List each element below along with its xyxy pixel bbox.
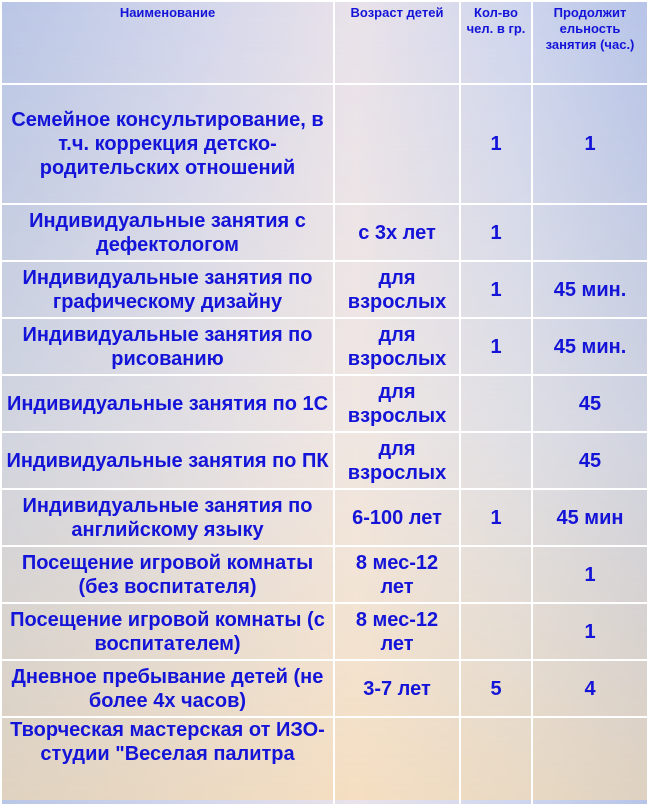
cell-duration xyxy=(532,717,647,805)
cell-age: для взрослых xyxy=(334,261,460,318)
cell-duration: 1 xyxy=(532,546,647,603)
cell-count xyxy=(460,432,532,489)
cell-count: 1 xyxy=(460,261,532,318)
cell-age xyxy=(334,84,460,204)
table-row xyxy=(1,318,647,375)
cell-duration: 4 xyxy=(532,660,647,717)
cell-age: для взрослых xyxy=(334,432,460,489)
cell-name: Посещение игровой комнаты (с воспитателем) xyxy=(1,603,334,660)
cell-age: 3-7 лет xyxy=(334,660,460,717)
table-row xyxy=(1,546,647,603)
cell-duration: 45 xyxy=(532,375,647,432)
cell-age: 8 мес-12 лет xyxy=(334,546,460,603)
table-row xyxy=(1,84,647,204)
cell-name: Дневное пребывание детей (не более 4х часов) xyxy=(1,660,334,717)
cell-count: 1 xyxy=(460,84,532,204)
cell-count: 1 xyxy=(460,318,532,375)
cell-count xyxy=(460,375,532,432)
cell-name: Индивидуальные занятия по рисованию xyxy=(1,318,334,375)
header-count: Кол-во чел. в гр. xyxy=(460,1,532,84)
table-header-row xyxy=(1,1,647,84)
cell-count: 1 xyxy=(460,204,532,261)
cell-name: Творческая мастерская от ИЗО-студии "Веселая палитра xyxy=(1,717,334,805)
cell-count xyxy=(460,717,532,805)
table-row xyxy=(1,204,647,261)
cell-duration: 1 xyxy=(532,603,647,660)
cell-count: 1 xyxy=(460,489,532,546)
cell-duration: 1 xyxy=(532,84,647,204)
cell-duration: 45 мин. xyxy=(532,318,647,375)
cell-name: Посещение игровой комнаты (без воспитателя) xyxy=(1,546,334,603)
cell-name: Индивидуальные занятия с дефектологом xyxy=(1,204,334,261)
header-age: Возраст детей xyxy=(334,1,460,84)
table-row xyxy=(1,603,647,660)
cell-duration: 45 мин xyxy=(532,489,647,546)
table-row xyxy=(1,432,647,489)
cell-name: Индивидуальные занятия по ПК xyxy=(1,432,334,489)
header-name: Наименование xyxy=(1,1,334,84)
cell-name: Индивидуальные занятия по 1С xyxy=(1,375,334,432)
table-row xyxy=(1,489,647,546)
cell-count: 5 xyxy=(460,660,532,717)
cell-age xyxy=(334,717,460,805)
cell-count xyxy=(460,603,532,660)
cell-age: для взрослых xyxy=(334,375,460,432)
table-row xyxy=(1,261,647,318)
cell-count xyxy=(460,546,532,603)
cell-duration: 45 мин. xyxy=(532,261,647,318)
cell-duration: 45 xyxy=(532,432,647,489)
cell-age: 8 мес-12 лет xyxy=(334,603,460,660)
cell-age: 6-100 лет xyxy=(334,489,460,546)
cell-age: для взрослых xyxy=(334,318,460,375)
cell-age: с 3х лет xyxy=(334,204,460,261)
header-duration: Продолжит ельность занятия (час.) xyxy=(532,1,647,84)
table-row xyxy=(1,660,647,717)
table-row xyxy=(1,375,647,432)
cell-name: Индивидуальные занятия по графическому дизайну xyxy=(1,261,334,318)
cell-name: Семейное консультирование, в т.ч. коррекция детско-родительских отношений xyxy=(1,84,334,204)
cell-name: Индивидуальные занятия по английскому языку xyxy=(1,489,334,546)
cell-duration xyxy=(532,204,647,261)
table-row xyxy=(1,717,647,805)
